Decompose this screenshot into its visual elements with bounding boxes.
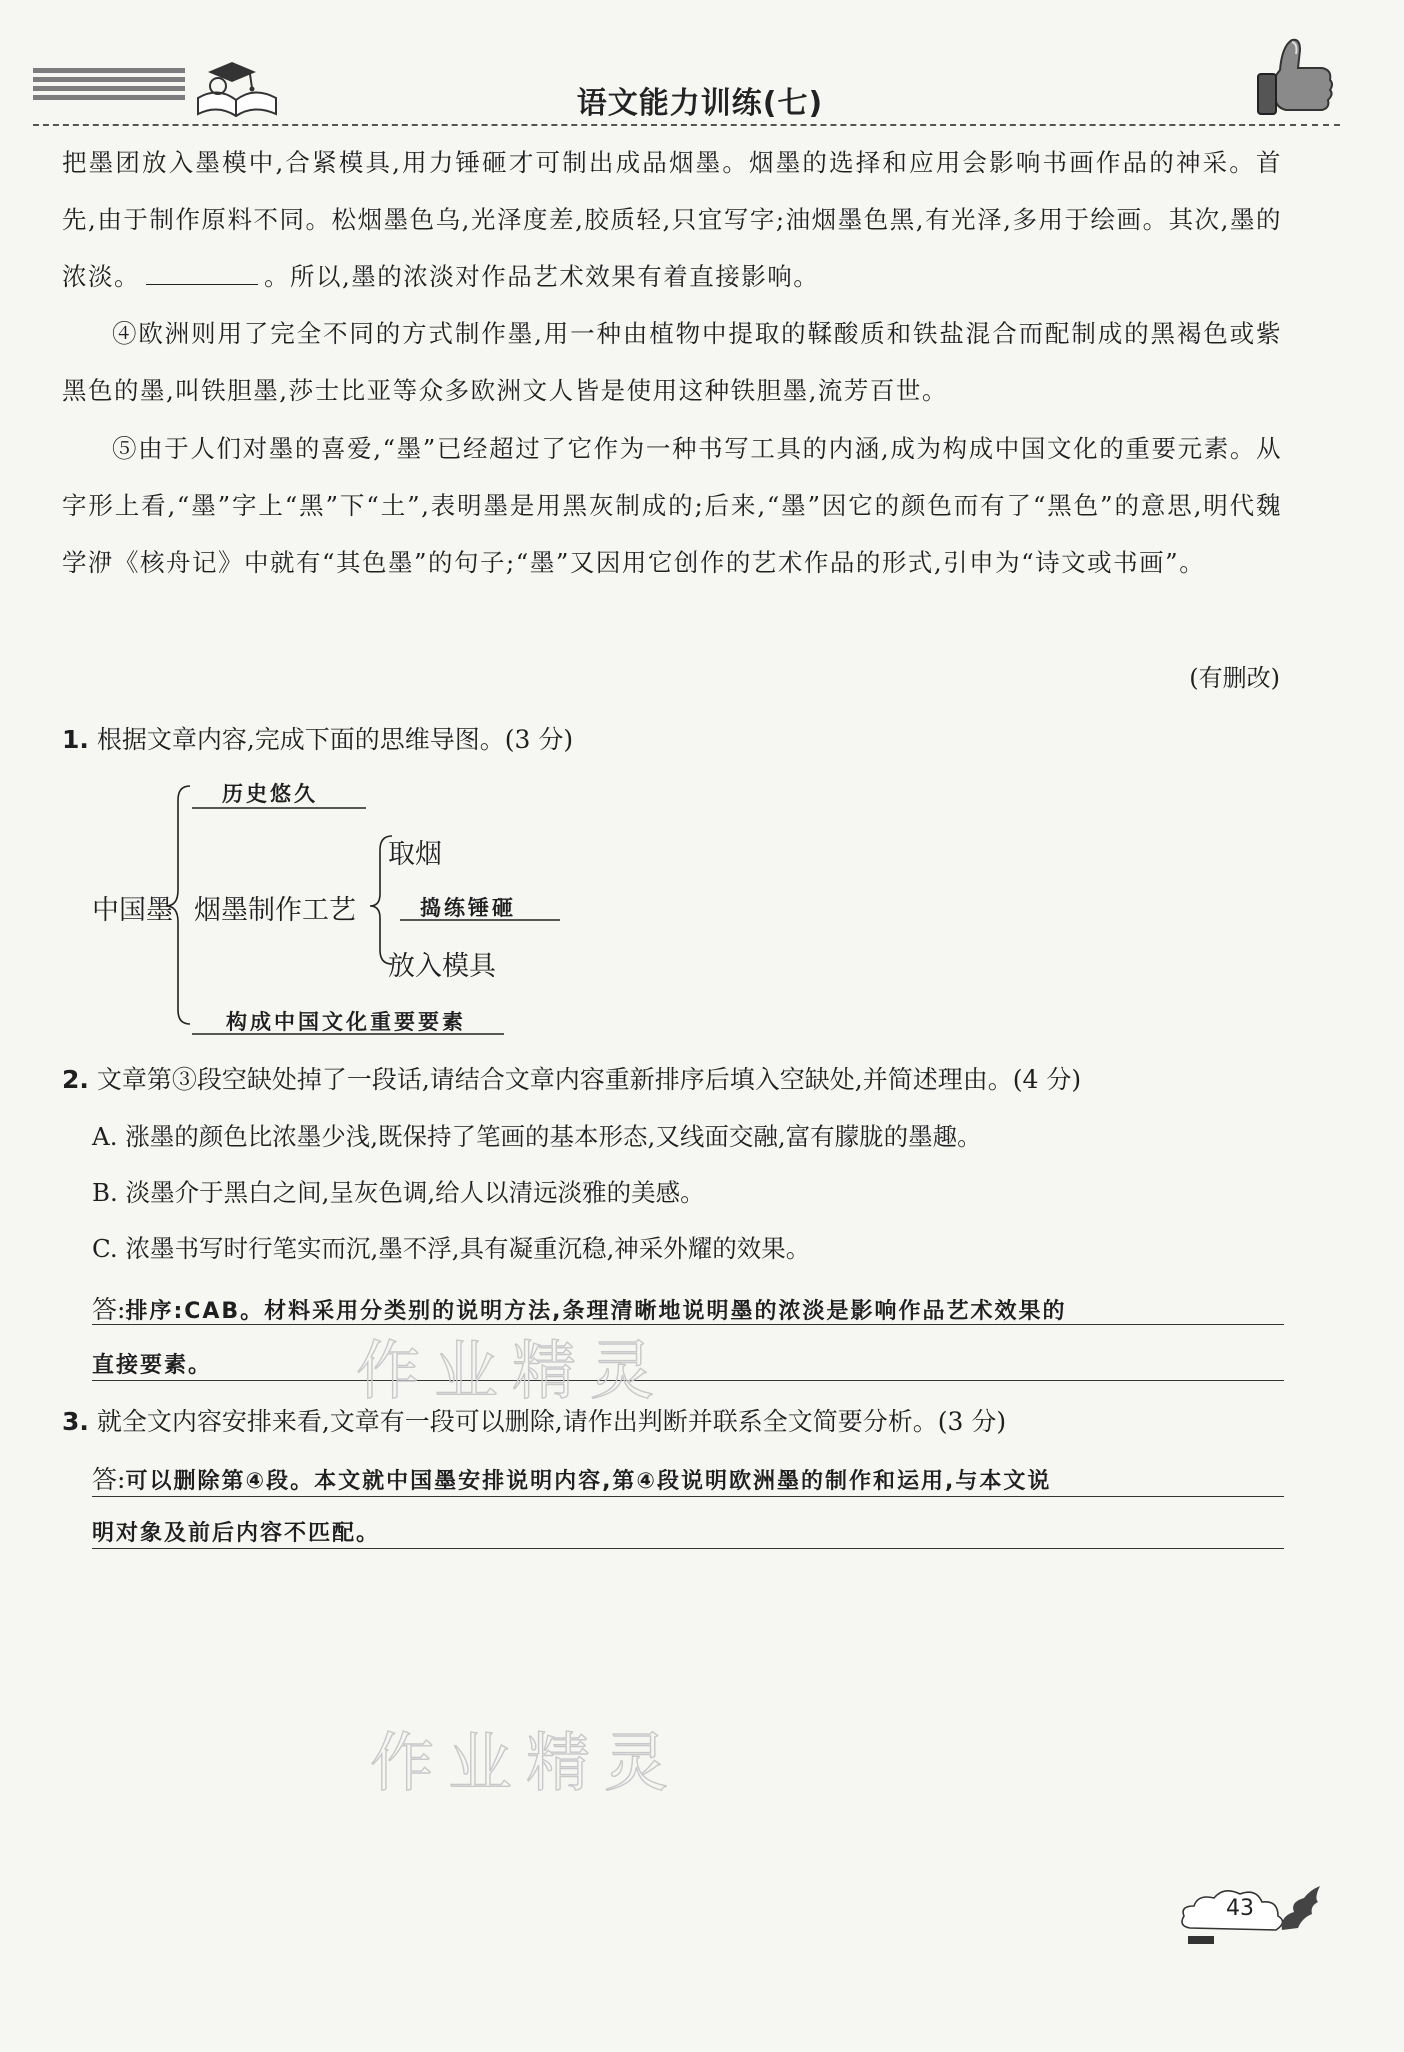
- passage-paragraph-4: ④欧洲则用了完全不同的方式制作墨,用一种由植物中提取的鞣酸质和铁盐混合而配制成的黑褐色或紫黑色的墨,叫铁胆墨,莎士比亚等众多欧洲文人皆是使用这种铁胆墨,流芳百世。: [62, 319, 1282, 405]
- answer-2-row-2: 直接要素。: [92, 1353, 213, 1378]
- mindmap-branch-process: 烟墨制作工艺: [194, 895, 356, 926]
- answer-3-row-2: 明对象及前后内容不匹配。: [92, 1521, 381, 1546]
- mindmap-answer-pound: 捣练锤砸: [420, 896, 516, 920]
- mindmap-sub-smoke: 取烟: [388, 839, 442, 870]
- watermark: 作业精灵: [356, 1335, 668, 1409]
- answer-line: [92, 1324, 1284, 1325]
- question-1: 1. 根据文章内容,完成下面的思维导图。(3 分): [62, 725, 574, 754]
- answer-line: [92, 1496, 1284, 1497]
- mindmap-sub-mold: 放入模具: [388, 951, 496, 982]
- answer-line: [92, 1548, 1284, 1549]
- option-a: A. 涨墨的颜色比浓墨少浅,既保持了笔画的基本形态,又线面交融,富有朦胧的墨趣。: [92, 1122, 982, 1151]
- mindmap-answer-culture: 构成中国文化重要要素: [226, 1010, 466, 1034]
- answer-3-row-1: 答:可以删除第④段。本文就中国墨安排说明内容,第④段说明欧洲墨的制作和运用,与本文说: [92, 1465, 1052, 1494]
- answer-2-row-1: 答:排序:CAB。材料采用分类别的说明方法,条理清晰地说明墨的浓淡是影响作品艺术效果的: [92, 1295, 1067, 1324]
- page-number: 43: [1226, 1896, 1254, 1921]
- watermark: 作业精灵: [370, 1727, 682, 1801]
- question-3: 3. 就全文内容安排来看,文章有一段可以删除,请作出判断并联系全文简要分析。(3 分): [62, 1407, 1007, 1436]
- question-2: 2. 文章第③段空缺处掉了一段话,请结合文章内容重新排序后填入空缺处,并简述理由。(4 分): [62, 1065, 1082, 1094]
- option-b: B. 淡墨介于黑白之间,呈灰色调,给人以清远淡雅的美感。: [92, 1178, 705, 1207]
- mindmap-root: 中国墨: [92, 895, 173, 926]
- option-c: C. 浓墨书写时行笔实而沉,墨不浮,具有凝重沉稳,神采外耀的效果。: [92, 1234, 811, 1263]
- page-title: 语文能力训练(七): [576, 86, 824, 121]
- passage-paragraph-3: 把墨团放入墨模中,合紧模具,用力锤砸才可制出成品烟墨。烟墨的选择和应用会影响书画作品的神采。首先,由于制作原料不同。松烟墨色乌,光泽度差,胶质轻,只宜写字;油烟墨色黑,有光泽,多用于绘画。其次,墨的浓淡。 。所以,墨的浓淡对作品艺术效果有着直接影响。: [62, 148, 1282, 291]
- passage-paragraph-5: ⑤由于人们对墨的喜爱,“墨”已经超过了它作为一种书写工具的内涵,成为构成中国文化的重要元素。从字形上看,“墨”字上“黑”下“土”,表明墨是用黑灰制成的;后来,“墨”因它的颜色而有了“黑色”的意思,明代魏学洢《核舟记》中就有“其色墨”的句子;“墨”又因用它创作的艺术作品的形式,引申为“诗文或书画”。: [62, 434, 1282, 577]
- mindmap-answer-history: 历史悠久: [222, 782, 318, 806]
- source-note: (有删改): [1189, 664, 1280, 692]
- answer-line: [92, 1380, 1284, 1381]
